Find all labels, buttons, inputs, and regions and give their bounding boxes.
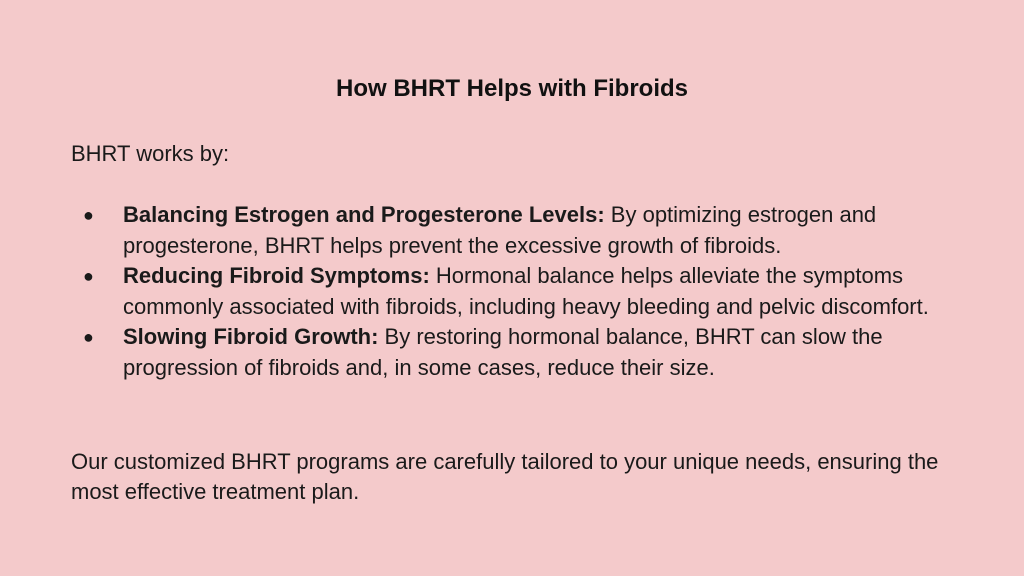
intro-text: BHRT works by: [71, 141, 230, 166]
list-item-text: By restoring hormonal balance, BHRT can slow the progression of fibroids and, in some cases, reduce their size. [123, 324, 883, 380]
list-item-heading: Reducing Fibroid Symptoms: [123, 263, 436, 289]
benefit-list [71, 200, 971, 384]
page-title: How BHRT Helps with Fibroids [336, 75, 688, 102]
list-item-text: By optimizing estrogen and progesterone, BHRT helps prevent the excessive growth of fibroids. [123, 202, 877, 258]
list-item-heading: Balancing Estrogen and Progesterone Levels: [123, 202, 611, 227]
list-item [71, 261, 971, 322]
list-item-heading: Slowing Fibroid Growth: [123, 324, 385, 350]
list-item [71, 322, 971, 383]
list-item [71, 200, 971, 261]
bullet-icon: ● [83, 266, 94, 287]
closing-text: Our customized BHRT programs are carefully tailored to your unique needs, ensuring the most effective treatment plan. [71, 449, 939, 504]
bullet-icon: ● [83, 327, 94, 348]
list-item-text: Hormonal balance helps alleviate the symptoms commonly associated with fibroids, including heavy bleeding and pelvic discomfort. [123, 263, 929, 319]
bullet-icon: ● [83, 205, 94, 225]
